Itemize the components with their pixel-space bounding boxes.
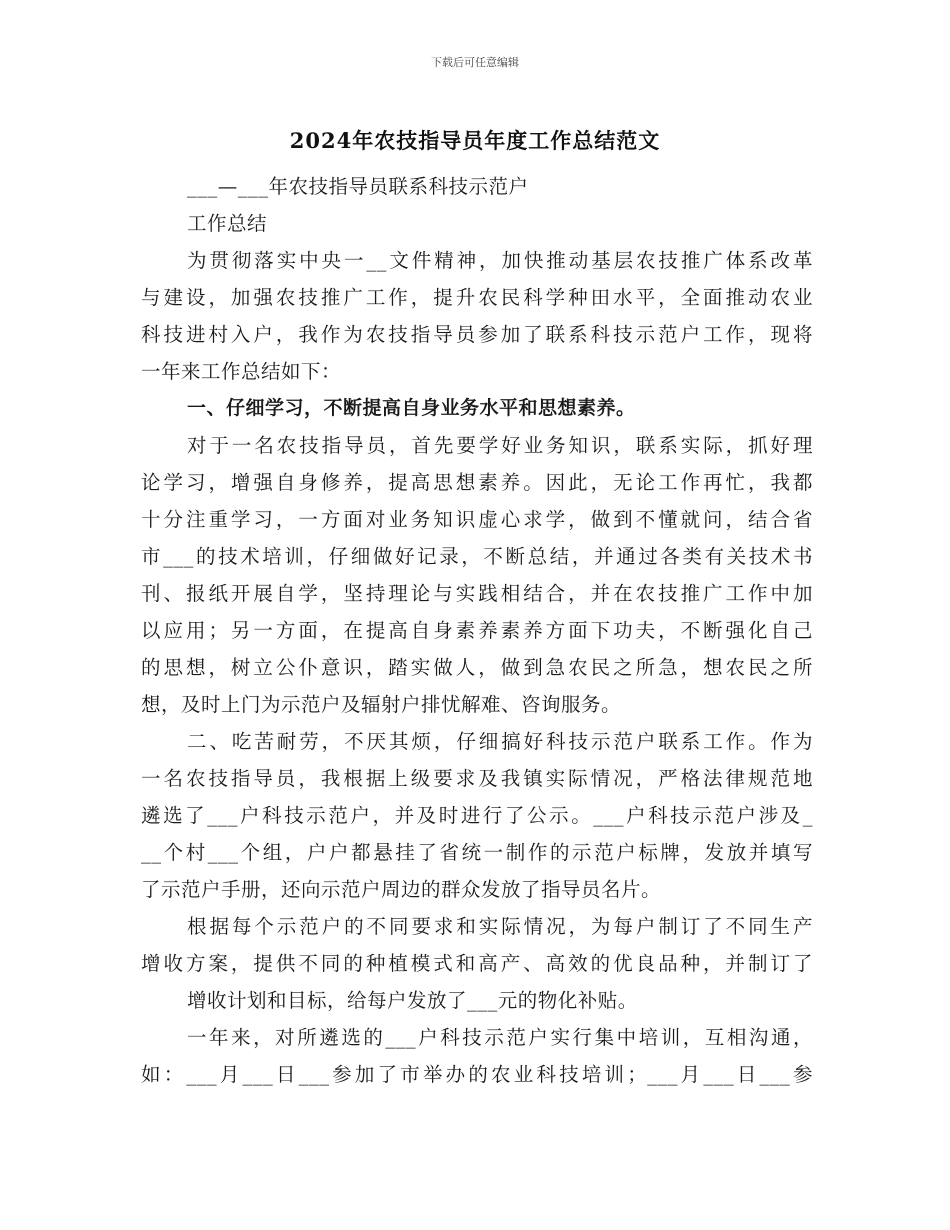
body-text-line: 一名农技指导员，我根据上级要求及我镇实际情况，严格法律规范地 — [141, 767, 813, 790]
body-text-line: 论学习，增强自身修养，提高思想素养。因此，无论工作再忙，我都 — [141, 471, 813, 494]
body-text-line: 增收计划和目标，给每户发放了___元的物化补贴。 — [187, 989, 638, 1012]
body-text-line: 工作总结 — [187, 212, 268, 235]
body-text-line: 一年来，对所遴选的___户科技示范户实行集中培训，互相沟通， — [187, 1026, 813, 1049]
body-text-line: 如：___月___日___参加了市举办的农业科技培训；___月___日___参 — [141, 1063, 813, 1086]
body-text-line: 遴选了___户科技示范户，并及时进行了公示。___户科技示范户涉及_ — [141, 804, 813, 827]
body-text-line: 对于一名农技指导员，首先要学好业务知识，联系实际，抓好理 — [187, 434, 813, 457]
body-text-line: 为贯彻落实中央一__文件精神，加快推动基层农技推广体系改革 — [187, 249, 813, 272]
body-text-line: 根据每个示范户的不同要求和实际情况，为每户制订了不同生产 — [187, 915, 813, 938]
body-text-line: 想，及时上门为示范户及辐射户排忧解难、咨询服务。 — [141, 693, 622, 716]
body-text-line: 十分注重学习，一方面对业务知识虚心求学，做到不懂就问，结合省 — [141, 508, 813, 531]
body-text-line: 的思想，树立公仆意识，踏实做人，做到急农民之所急，想农民之所 — [141, 656, 813, 679]
body-text-line: __个村___个组，户户都悬挂了省统一制作的示范户标牌，发放并填写 — [141, 841, 813, 864]
body-text-line: 市___的技术培训，仔细做好记录，不断总结，并通过各类有关技术书 — [141, 545, 813, 568]
body-text-line: 与建设，加强农技推广工作，提升农民科学种田水平，全面推动农业 — [141, 286, 813, 309]
body-text-line: 以应用；另一方面，在提高自身素养素养方面下功夫，不断强化自己 — [141, 619, 813, 642]
body-text-line: 二、吃苦耐劳，不厌其烦，仔细搞好科技示范户联系工作。作为 — [187, 730, 813, 753]
section-heading-line: 一、仔细学习，不断提高自身业务水平和思想素养。 — [187, 397, 636, 419]
document-body — [141, 168, 813, 1093]
body-text-line: 增收方案，提供不同的种植模式和高产、高效的优良品种，并制订了 — [141, 952, 813, 975]
body-text-line: ___—___年农技指导员联系科技示范户 — [187, 175, 529, 198]
page-header-note: 下载后可任意编辑 — [431, 56, 519, 69]
body-text-line: 刊、报纸开展自学，坚持理论与实践相结合，并在农技推广工作中加 — [141, 582, 813, 605]
document-title: 2024年农技指导员年度工作总结范文 — [289, 128, 661, 153]
body-text-line: 了示范户手册，还向示范户周边的群众发放了指导员名片。 — [141, 878, 662, 901]
body-text-line: 科技进村入户，我作为农技指导员参加了联系科技示范户工作，现将 — [141, 323, 813, 346]
body-text-line: 一年来工作总结如下： — [141, 360, 342, 383]
